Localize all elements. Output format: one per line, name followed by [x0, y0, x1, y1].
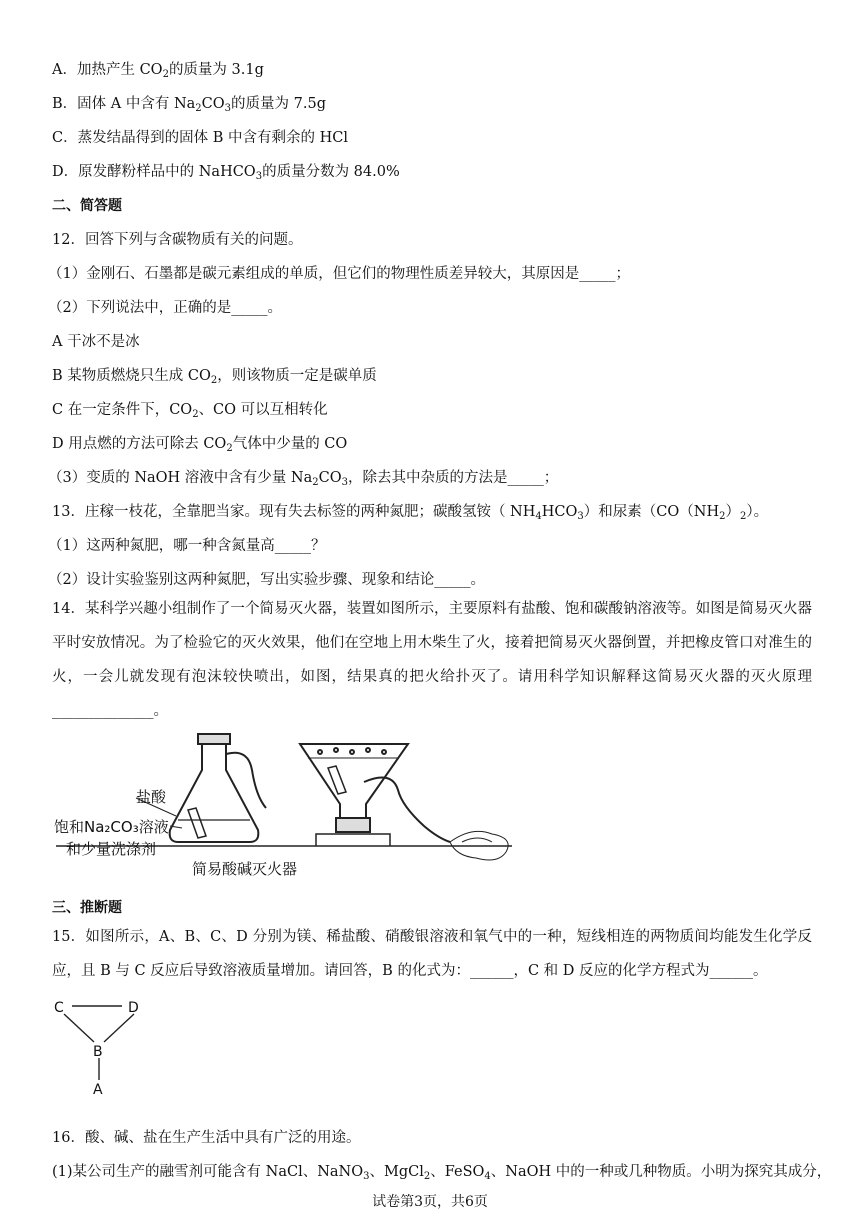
- q12-option-d: [52, 434, 347, 454]
- q16-part1-text-end: 、NaOH 中的一种或几种物质。小明为探究其成分，: [490, 1164, 832, 1180]
- node-a: A: [93, 1082, 103, 1096]
- subscript: 2: [719, 511, 726, 522]
- subscript: 2: [226, 443, 233, 454]
- subscript: 4: [484, 1171, 491, 1182]
- q12-part2: （2）下列说法中，正确的是_____。: [48, 300, 282, 316]
- subscript: 3: [341, 477, 348, 488]
- reaction-diagram: [50, 984, 160, 1096]
- q13-stem-text-mid2: ）和尿素（CO（NH: [583, 504, 720, 520]
- q13-stem-text: 13．庄稼一枝花，全靠肥当家。现有失去标签的两种氮肥；碳酸氢铵（ NH: [52, 504, 536, 520]
- subscript: 4: [535, 511, 542, 522]
- option-b-text-end: 的质量为 7.5g: [231, 96, 326, 112]
- subscript: 3: [255, 171, 263, 182]
- option-d-text-end: 的质量分数为 84.0%: [262, 164, 400, 180]
- q12-part3: [48, 468, 558, 488]
- section-title-inference: 三、推断题: [52, 900, 122, 916]
- option-b-text-mid: CO: [201, 96, 225, 112]
- node-b: B: [93, 1044, 103, 1060]
- q12-stem: 12．回答下列与含碳物质有关的问题。: [52, 232, 303, 248]
- q12-option-d-text-end: 气体中少量的 CO: [232, 436, 348, 452]
- q13-stem-text-end: ）。: [746, 504, 769, 520]
- fig-caption: 简易酸碱灭火器: [192, 860, 298, 878]
- q16-part1-text: (1)某公司生产的融雪剂可能含有 NaCl、NaNO: [52, 1164, 364, 1180]
- q12-option-c: [52, 400, 328, 420]
- subscript: 2: [739, 511, 747, 522]
- q12-option-b-text-end: ，则该物质一定是碳单质: [217, 368, 377, 384]
- fire-extinguisher-figure: [52, 730, 522, 880]
- option-d: [52, 162, 400, 182]
- q12-option-b-text: B 某物质燃烧只生成 CO: [52, 368, 211, 384]
- q16-part1: [52, 1162, 831, 1182]
- node-d: D: [128, 1000, 139, 1016]
- q15-text: 15．如图所示，A、B、C、D 分别为镁、稀盐酸、硝酸银溶液和氧气中的一种，短线相连的两物质间均能发生化学反应，且 B 与 C 反应后导致溶液质量增加。请回答，B 的化式为：______，C 和 D 反应的化学方程式为______。: [52, 929, 812, 979]
- q13-stem-text-mid: HCO: [541, 504, 578, 520]
- page-footer: 试卷第3页，共6页: [372, 1194, 488, 1210]
- q12-option-c-text-end: 、CO 可以互相转化: [198, 402, 328, 418]
- node-c: C: [54, 1000, 64, 1016]
- q12-option-c-text: C 在一定条件下，CO: [52, 402, 193, 418]
- q13-stem: [52, 502, 768, 522]
- option-b-text: B．固体 A 中含有 Na: [52, 96, 196, 112]
- q12-part3-text: （3）变质的 NaOH 溶液中含有少量 Na: [48, 470, 313, 486]
- subscript: 3: [363, 1171, 370, 1182]
- fig-label-solution-1: 饱和Na₂CO₃溶液: [54, 818, 169, 836]
- q16-part1-text-mid: 、MgCl: [369, 1164, 424, 1180]
- q12-option-a: A 干冰不是冰: [52, 334, 140, 350]
- option-a-text: A．加热产生 CO: [52, 62, 163, 78]
- q12-part1: （1）金刚石、石墨都是碳元素组成的单质，但它们的物理性质差异较大，其原因是_____；: [48, 266, 630, 282]
- q13-stem-text-mid3: ）: [725, 504, 740, 520]
- q13-part2: （2）设计实验鉴别这两种氮肥，写出实验步骤、现象和结论_____。: [48, 572, 485, 588]
- subscript: 2: [195, 103, 202, 114]
- option-d-text: D．原发酵粉样品中的 NaHCO: [52, 164, 256, 180]
- section-title-short-answer: 二、简答题: [52, 198, 122, 214]
- subscript: 3: [577, 511, 584, 522]
- option-a: [52, 60, 264, 80]
- q12-option-b: [52, 366, 377, 386]
- subscript: 2: [162, 69, 169, 80]
- q13-part1: （1）这两种氮肥，哪一种含氮量高_____？: [48, 538, 326, 554]
- q14-text: 14．某科学兴趣小组制作了一个简易灭火器，装置如图所示，主要原料有盐酸、饱和碳酸钠溶液等。如图是简易灭火器平时安放情况。为了检验它的灭火效果，他们在空地上用木柴生了火，接着把简易灭火器倒置，并把橡皮管口对准生的火，一会儿就发现有泡沫较快喷出，如图，结果真的把火给扑灭了。请用科学知识解释这简易灭火器的灭火原理______________。: [52, 601, 812, 719]
- q16-part1-text-mid2: 、FeSO: [430, 1164, 485, 1180]
- fig-label-solution-2: 和少量洗涤剂: [66, 840, 157, 858]
- q12-part3-text-mid: CO: [318, 470, 342, 486]
- subscript: 2: [423, 1171, 431, 1182]
- subscript: 3: [224, 103, 232, 114]
- subscript: 2: [312, 477, 319, 488]
- q12-part3-text-end: ，除去其中杂质的方法是_____；: [347, 470, 559, 486]
- subscript: 2: [210, 375, 218, 386]
- subscript: 2: [192, 409, 199, 420]
- option-a-text-end: 的质量为 3.1g: [168, 62, 264, 78]
- fig-label-acid: 盐酸: [136, 788, 167, 806]
- option-c: C．蒸发结晶得到的固体 B 中含有剩余的 HCl: [52, 130, 348, 146]
- option-b: [52, 94, 326, 114]
- q16-stem: 16．酸、碱、盐在生产生活中具有广泛的用途。: [52, 1130, 361, 1146]
- q12-option-d-text: D 用点燃的方法可除去 CO: [52, 436, 227, 452]
